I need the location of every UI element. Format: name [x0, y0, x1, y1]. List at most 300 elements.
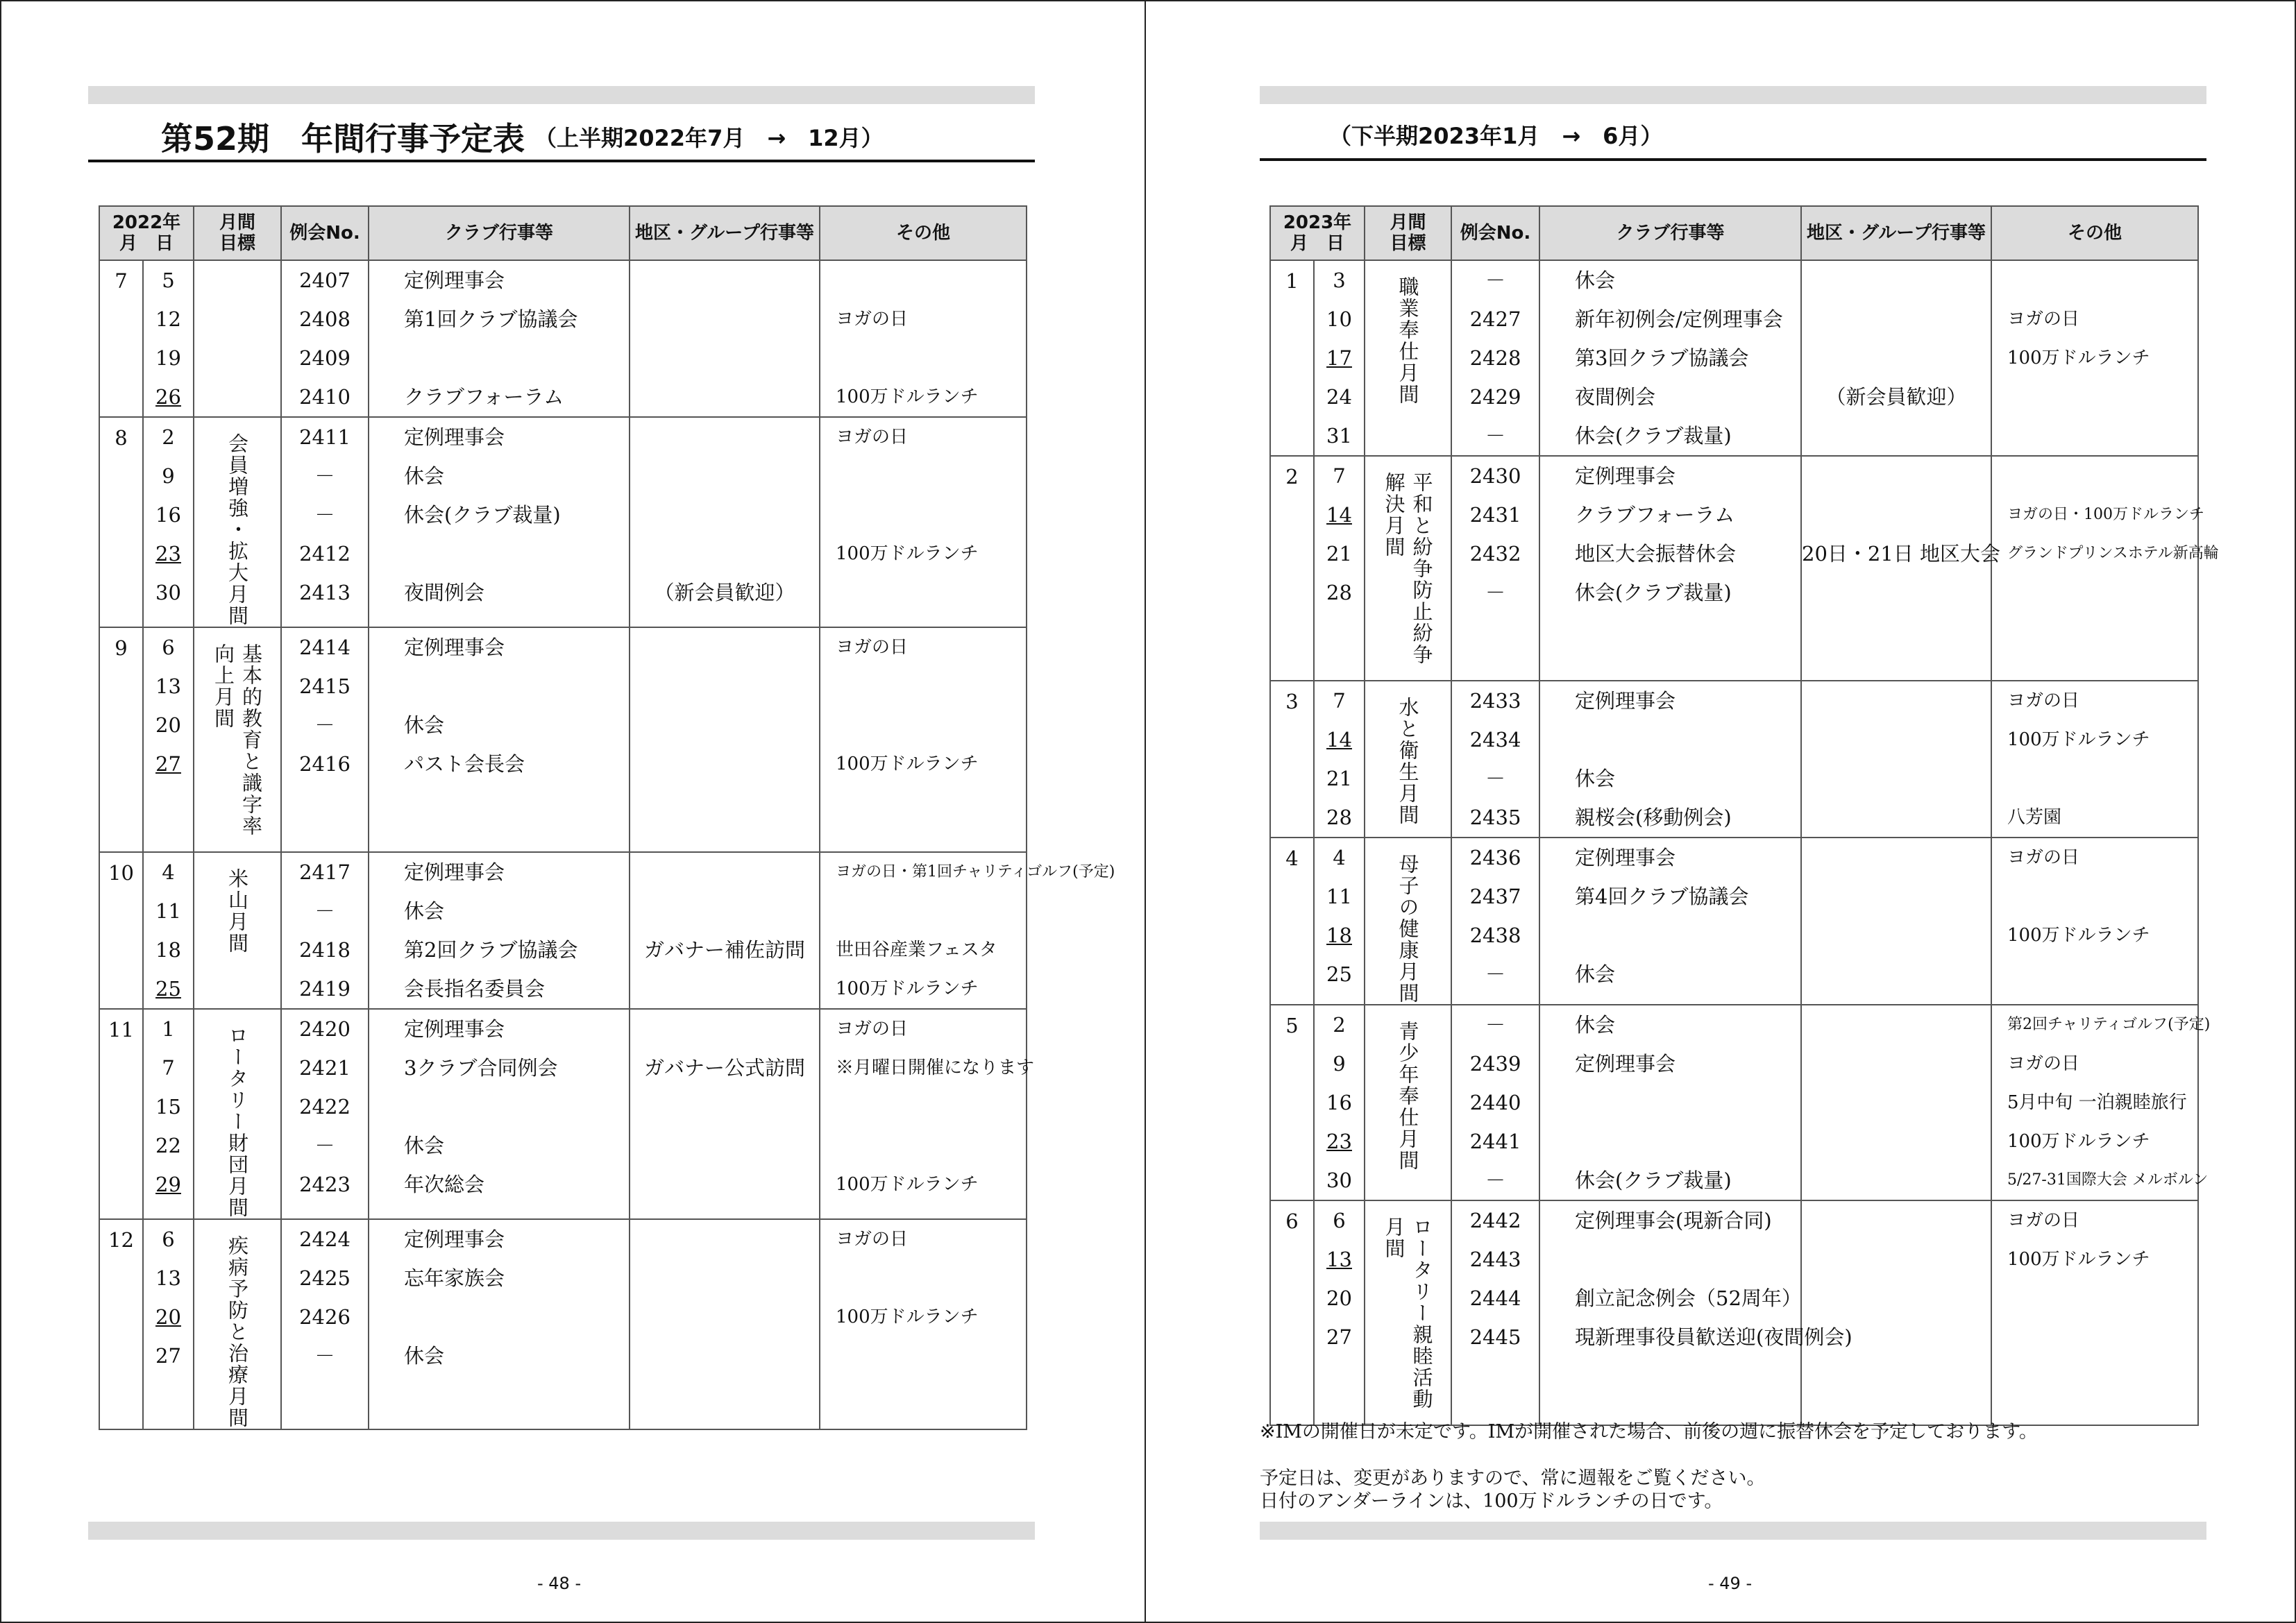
day-value: 11	[1326, 885, 1352, 908]
day-value: 22	[155, 1134, 181, 1157]
meeting-no: 2436	[1469, 846, 1521, 869]
club-event: クラブフォーラム	[404, 385, 564, 409]
other-event	[836, 892, 1026, 931]
meeting-no-cell	[1451, 1200, 1539, 1425]
meeting-no: －	[1485, 581, 1505, 604]
month-row	[1270, 681, 2198, 838]
header-date-year: 2022年	[112, 212, 181, 233]
club-event: 定例理事会	[1575, 464, 1676, 488]
theme-cell	[194, 627, 281, 852]
meeting-no: －	[1485, 1013, 1505, 1037]
club-event-cell	[1539, 1200, 1852, 1425]
meeting-no: 2429	[1469, 385, 1521, 409]
note-underline: 日付のアンダーラインは、100万ドルランチの日です。	[1260, 1490, 1723, 1512]
meeting-no: 2443	[1469, 1248, 1521, 1271]
month-row	[1270, 456, 2198, 681]
club-event: 第3回クラブ協議会	[1575, 346, 1749, 370]
header-no: 例会No.	[1451, 206, 1539, 260]
bottom-gray-bar	[88, 1522, 1035, 1540]
other-event-cell	[1991, 456, 2219, 681]
theme-cell	[194, 1009, 281, 1219]
other-event: 100万ドルランチ	[2007, 729, 2150, 750]
month-cell: 10	[99, 852, 143, 1009]
day-value: 14	[1326, 503, 1352, 527]
theme-cell	[194, 852, 281, 1009]
note-change: 予定日は、変更がありますので、常に週報をご覧ください。	[1260, 1468, 1766, 1489]
district-event	[630, 1165, 819, 1204]
club-event: 休会	[1575, 767, 1616, 790]
meeting-no: 2441	[1469, 1130, 1521, 1153]
club-event	[1575, 1083, 1800, 1122]
club-event: 定例理事会(現新合同)	[1575, 1209, 1772, 1232]
meeting-no-cell	[281, 1219, 369, 1429]
other-event	[2007, 877, 2197, 916]
top-gray-bar	[1260, 86, 2206, 104]
header-date-year: 2023年	[1283, 212, 1352, 233]
note-im: ※IMの開催日が未定です。IMが開催された場合、前後の週に振替休会を予定しております。	[1260, 1421, 2038, 1443]
district-event	[1802, 1279, 1991, 1318]
club-event-cell	[369, 627, 630, 852]
day-value: 21	[1326, 767, 1352, 790]
meeting-no: 2414	[299, 636, 351, 659]
meeting-no: 2427	[1469, 307, 1521, 331]
day-value: 26	[155, 385, 181, 409]
day-value: 1	[162, 1017, 175, 1041]
meeting-no: 2420	[299, 1017, 351, 1041]
day-value: 16	[155, 503, 181, 527]
other-event: ヨガの日	[836, 427, 909, 448]
district-event	[1802, 573, 1991, 612]
club-event: 3クラブ合同例会	[404, 1056, 558, 1080]
district-event	[630, 628, 819, 667]
meeting-no: 2413	[299, 581, 351, 604]
other-event: 100万ドルランチ	[2007, 925, 2150, 946]
theme-cell	[194, 417, 281, 627]
schedule-table-first-half	[99, 205, 1115, 1430]
day-value: 6	[162, 1227, 175, 1251]
other-event: ヨガの日	[836, 1229, 909, 1250]
meeting-no: 2425	[299, 1266, 351, 1290]
club-event: 定例理事会	[404, 1227, 505, 1251]
monthly-theme: 青少年奉仕月間	[1396, 1021, 1420, 1171]
other-event	[2007, 759, 2197, 798]
header-date-md: 月 日	[119, 233, 174, 254]
day-value: 20	[1326, 1286, 1352, 1310]
other-event: 100万ドルランチ	[2007, 1249, 2150, 1270]
other-event	[836, 573, 1026, 612]
district-event-cell	[1801, 1005, 1991, 1200]
day-value: 25	[1326, 962, 1352, 986]
day-value: 21	[1326, 542, 1352, 566]
district-event	[630, 853, 819, 892]
month-row	[99, 1219, 1027, 1429]
month-cell: 2	[1270, 456, 1314, 681]
club-event: 定例理事会	[404, 1017, 505, 1041]
day-value: 18	[1326, 924, 1352, 947]
month-cell: 8	[99, 417, 143, 627]
other-event	[836, 261, 1026, 300]
club-event: 休会	[404, 464, 445, 488]
other-event: ヨガの日	[836, 637, 909, 658]
meeting-no: 2439	[1469, 1052, 1521, 1076]
header-date	[1270, 206, 1365, 260]
other-event	[2007, 955, 2197, 994]
club-event-cell	[1539, 456, 1801, 681]
other-event	[2007, 457, 2197, 495]
district-event	[630, 969, 819, 1008]
day-value: 3	[1333, 269, 1346, 292]
club-event: 休会(クラブ裁量)	[404, 503, 561, 527]
meeting-no: －	[314, 464, 335, 488]
other-event	[836, 495, 1026, 534]
club-event: 夜間例会	[404, 581, 485, 604]
district-event	[1802, 720, 1991, 759]
month-row	[99, 852, 1027, 1009]
club-event: 親桜会(移動例会)	[1575, 806, 1732, 829]
monthly-theme: 米山月間	[226, 868, 249, 954]
club-event: 第1回クラブ協議会	[404, 307, 578, 331]
district-event	[630, 1126, 819, 1165]
other-event	[2007, 261, 2197, 300]
district-event	[1802, 916, 1991, 955]
day-value: 23	[155, 542, 181, 566]
day-cell	[143, 627, 194, 852]
district-event-cell	[1801, 260, 1991, 456]
header-no: 例会No.	[281, 206, 369, 260]
district-event	[1802, 300, 1991, 339]
meeting-no: 2416	[299, 752, 351, 776]
monthly-theme: 平和と紛争防止紛争解決月間	[1382, 472, 1434, 665]
district-event	[630, 339, 819, 377]
month-row	[1270, 260, 2198, 456]
day-value: 12	[155, 307, 181, 331]
day-value: 28	[1326, 806, 1352, 829]
club-event: 休会(クラブ裁量)	[1575, 581, 1732, 604]
meeting-no-cell	[281, 627, 369, 852]
district-event	[1802, 681, 1991, 720]
club-event-cell	[369, 1009, 630, 1219]
meeting-no: 2418	[299, 938, 351, 962]
district-event-cell	[1801, 1200, 1991, 1425]
day-cell	[1314, 260, 1365, 456]
meeting-no: 2431	[1469, 503, 1521, 527]
header-club: クラブ行事等	[369, 206, 630, 260]
other-event	[2007, 377, 2197, 416]
club-event-cell	[369, 852, 630, 1009]
meeting-no-cell	[1451, 260, 1539, 456]
header-club: クラブ行事等	[1539, 206, 1801, 260]
club-event	[404, 1298, 629, 1336]
month-cell: 7	[99, 260, 143, 417]
meeting-no: 2440	[1469, 1091, 1521, 1114]
day-value: 27	[1326, 1325, 1352, 1349]
other-event: グランドプリンスホテル新高輪	[2007, 545, 2219, 562]
day-cell	[143, 417, 194, 627]
page-subtitle: （下半期2023年1月 → 6月）	[1329, 123, 1663, 149]
meeting-no: 2437	[1469, 885, 1521, 908]
day-value: 5	[162, 269, 175, 292]
day-cell	[1314, 1200, 1365, 1425]
district-event	[1802, 1122, 1991, 1161]
header-theme: 月間 目標	[194, 206, 281, 260]
club-event: 定例理事会	[404, 636, 505, 659]
left-page	[0, 0, 1146, 1623]
day-cell	[143, 260, 194, 417]
other-event: 100万ドルランチ	[2007, 1131, 2150, 1152]
day-value: 15	[155, 1095, 181, 1119]
club-event: パスト会長会	[404, 752, 525, 776]
meeting-no: 2419	[299, 977, 351, 1001]
monthly-theme: 職業奉仕月間	[1396, 276, 1420, 405]
monthly-theme: ロータリー財団月間	[226, 1025, 249, 1218]
other-event	[836, 339, 1026, 377]
club-event-cell	[1539, 1005, 1801, 1200]
monthly-theme: 会員増強・拡大月間	[226, 433, 249, 627]
meeting-no: 2442	[1469, 1209, 1521, 1232]
month-cell: 12	[99, 1219, 143, 1429]
club-event: 休会	[404, 899, 445, 923]
theme-cell	[194, 260, 281, 417]
club-event: 創立記念例会（52周年）	[1575, 1286, 1802, 1310]
club-event-cell	[369, 1219, 630, 1429]
district-event	[1802, 955, 1991, 994]
meeting-no: 2411	[299, 425, 351, 449]
month-cell: 5	[1270, 1005, 1314, 1200]
day-value: 4	[1333, 846, 1346, 869]
day-value: 10	[1326, 307, 1352, 331]
club-event: クラブフォーラム	[1575, 503, 1735, 527]
other-event	[836, 1087, 1026, 1126]
day-value: 25	[155, 977, 181, 1001]
day-value: 11	[155, 899, 181, 923]
monthly-theme: 水と衛生月間	[1396, 697, 1420, 826]
district-event	[1802, 759, 1991, 798]
club-event: 休会	[1575, 962, 1616, 986]
day-value: 27	[155, 1344, 181, 1368]
other-event: ヨガの日	[2007, 690, 2080, 711]
other-event	[836, 1259, 1026, 1298]
month-row	[99, 1009, 1027, 1219]
meeting-no: 2421	[299, 1056, 351, 1080]
district-event	[1802, 877, 1991, 916]
meeting-no-cell	[281, 1009, 369, 1219]
meeting-no: －	[314, 713, 335, 737]
club-event	[404, 1087, 629, 1126]
club-event: 休会	[404, 1134, 445, 1157]
club-event: 休会	[404, 1344, 445, 1368]
club-event-cell	[369, 260, 630, 417]
meeting-no: 2415	[299, 674, 351, 698]
district-event	[630, 377, 819, 416]
header-theme: 月間 目標	[1365, 206, 1451, 260]
month-cell: 11	[99, 1009, 143, 1219]
other-event: 5/27-31国際大会 メルボルン	[2007, 1171, 2209, 1189]
meeting-no: 2428	[1469, 346, 1521, 370]
meeting-no: 2412	[299, 542, 351, 566]
other-event: 100万ドルランチ	[2007, 348, 2150, 368]
district-event	[630, 418, 819, 457]
other-event	[836, 1336, 1026, 1375]
club-event: 休会	[404, 713, 445, 737]
other-event-cell	[1991, 681, 2198, 838]
other-event-cell	[820, 1219, 1027, 1429]
district-event	[1802, 261, 1991, 300]
club-event	[404, 534, 629, 573]
day-value: 31	[1326, 424, 1352, 448]
day-value: 20	[155, 713, 181, 737]
district-event: （新会員歓迎）	[654, 581, 795, 604]
month-cell: 9	[99, 627, 143, 852]
day-value: 28	[1326, 581, 1352, 604]
district-event-cell	[630, 1219, 820, 1429]
meeting-no: －	[314, 503, 335, 527]
club-event-cell	[1539, 838, 1801, 1005]
day-value: 13	[155, 674, 181, 698]
club-event	[1575, 1122, 1800, 1161]
other-event	[2007, 1318, 2197, 1357]
other-event	[836, 706, 1026, 745]
club-event: 夜間例会	[1575, 385, 1656, 409]
other-event: 100万ドルランチ	[836, 1307, 979, 1327]
club-event: 新年初例会/定例理事会	[1575, 307, 1783, 331]
other-event: ヨガの日・100万ドルランチ	[2007, 506, 2204, 523]
day-value: 14	[1326, 728, 1352, 751]
table-header-row	[1270, 206, 2198, 260]
district-event	[1802, 1201, 1991, 1240]
day-value: 4	[162, 860, 175, 884]
meeting-no: 2407	[299, 269, 351, 292]
district-event	[1802, 798, 1991, 837]
day-cell	[143, 1009, 194, 1219]
header-other: その他	[820, 206, 1027, 260]
club-event: 定例理事会	[1575, 689, 1676, 713]
meeting-no: 2422	[299, 1095, 351, 1119]
other-event: 100万ドルランチ	[836, 754, 979, 774]
day-value: 7	[1333, 464, 1346, 488]
title-rule	[1260, 158, 2206, 161]
bottom-gray-bar	[1260, 1522, 2206, 1540]
day-value: 9	[162, 464, 175, 488]
meeting-no: －	[1485, 962, 1505, 986]
district-event	[630, 706, 819, 745]
meeting-no-cell	[1451, 681, 1539, 838]
meeting-no-cell	[281, 417, 369, 627]
other-event: ヨガの日・第1回チャリティゴルフ(予定)	[836, 863, 1115, 881]
club-event	[1575, 916, 1800, 955]
meeting-no-cell	[281, 260, 369, 417]
monthly-theme: 基本的教育と識字率向上月間	[212, 643, 263, 837]
club-event: 休会(クラブ裁量)	[1575, 424, 1732, 448]
header-date	[99, 206, 194, 260]
meeting-no: 2435	[1469, 806, 1521, 829]
day-cell	[143, 1219, 194, 1429]
other-event: 第2回チャリティゴルフ(予定)	[2007, 1016, 2211, 1033]
title-rule	[88, 160, 1035, 162]
meeting-no-cell	[281, 852, 369, 1009]
other-event	[836, 667, 1026, 706]
other-event: 100万ドルランチ	[836, 386, 979, 407]
district-event	[1802, 1005, 1991, 1044]
month-row	[99, 260, 1027, 417]
district-event	[630, 261, 819, 300]
club-event: 定例理事会	[404, 269, 505, 292]
district-event: 20日・21日 地区大会	[1802, 542, 2001, 566]
right-page	[1146, 0, 2296, 1623]
district-event	[630, 892, 819, 931]
day-value: 18	[155, 938, 181, 962]
club-event: 第2回クラブ協議会	[404, 938, 578, 962]
meeting-no: －	[1485, 1169, 1505, 1192]
meeting-no: 2438	[1469, 924, 1521, 947]
monthly-theme: 疾病予防と治療月間	[226, 1235, 249, 1429]
month-cell: 1	[1270, 260, 1314, 456]
header-date-md: 月 日	[1290, 233, 1344, 254]
other-event: ヨガの日	[836, 309, 909, 330]
district-event	[630, 1336, 819, 1375]
day-value: 20	[155, 1305, 181, 1329]
club-event: 休会(クラブ裁量)	[1575, 1169, 1732, 1192]
other-event	[836, 457, 1026, 495]
club-event: 年次総会	[404, 1173, 485, 1196]
district-event	[630, 1087, 819, 1126]
other-event: 100万ドルランチ	[836, 1174, 979, 1195]
district-event	[630, 457, 819, 495]
meeting-no: 2410	[299, 385, 351, 409]
other-event: ヨガの日	[2007, 1210, 2080, 1231]
header-district: 地区・グループ行事等	[630, 206, 820, 260]
club-event: 休会	[1575, 269, 1616, 292]
district-event-cell	[1801, 838, 1991, 1005]
other-event-cell	[820, 627, 1027, 852]
meeting-no: 2426	[299, 1305, 351, 1329]
day-value: 30	[155, 581, 181, 604]
meeting-no: 2433	[1469, 689, 1521, 713]
district-event	[630, 745, 819, 783]
day-value: 6	[162, 636, 175, 659]
day-value: 2	[162, 425, 175, 449]
other-event-cell	[1991, 1005, 2211, 1200]
page-number: - 49 -	[1708, 1574, 1753, 1593]
day-value: 9	[1333, 1052, 1346, 1076]
day-value: 30	[1326, 1169, 1352, 1192]
club-event	[404, 667, 629, 706]
district-event-cell	[630, 260, 820, 417]
district-event-cell	[630, 417, 820, 627]
meeting-no: 2417	[299, 860, 351, 884]
club-event: 定例理事会	[1575, 1052, 1676, 1076]
theme-cell	[1365, 1200, 1451, 1425]
day-value: 7	[162, 1056, 175, 1080]
meeting-no: 2430	[1469, 464, 1521, 488]
meeting-no: 2432	[1469, 542, 1521, 566]
month-row	[99, 627, 1027, 852]
other-event: ヨガの日	[836, 1019, 909, 1039]
club-event-cell	[369, 417, 630, 627]
day-cell	[1314, 1005, 1365, 1200]
club-event: 休会	[1575, 1013, 1616, 1037]
month-cell: 6	[1270, 1200, 1314, 1425]
district-event	[1802, 339, 1991, 377]
club-event: 現新理事役員歓送迎(夜間例会)	[1575, 1325, 1852, 1349]
other-event: ヨガの日	[2007, 847, 2080, 868]
day-value: 2	[1333, 1013, 1346, 1037]
top-gray-bar	[88, 86, 1035, 104]
district-event	[1802, 1161, 1991, 1200]
day-value: 29	[155, 1173, 181, 1196]
day-value: 27	[155, 752, 181, 776]
club-event: 忘年家族会	[404, 1266, 505, 1290]
table-header-row	[99, 206, 1027, 260]
